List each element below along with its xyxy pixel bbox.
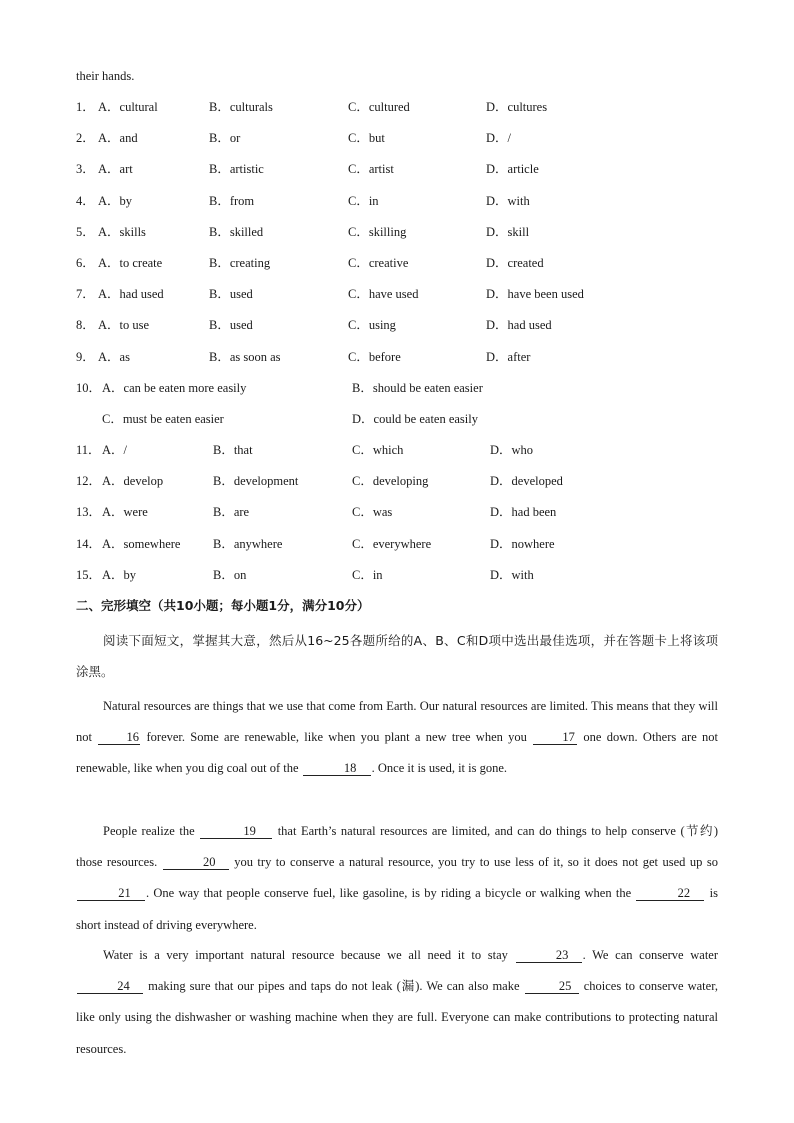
instructions: 阅读下面短文，掌握其大意，然后从16~25各题所给的A、B、C和D项中选出最佳选项，并在答题卡上将该项涂黑。 (76, 633, 718, 680)
question-number: 13． (76, 505, 102, 520)
option-d: D．after (486, 349, 531, 364)
question-number: 7． (76, 287, 95, 302)
option-d: D．developed (490, 474, 563, 489)
option-a: A．/ (102, 443, 128, 457)
option-b: B．on (213, 567, 247, 582)
option-d: D．/ (486, 131, 512, 146)
option-a: A．cultural (98, 100, 158, 114)
option-a: A．by (102, 567, 137, 582)
option-d: D．who (490, 443, 534, 457)
question-number: 9． (76, 349, 95, 364)
option-d: D．have been used (486, 287, 584, 302)
text-fragment: their hands. (76, 69, 135, 83)
option-b: B．skilled (209, 224, 264, 239)
blank-21[interactable]: 21 (77, 887, 145, 901)
option-d: D．had used (486, 318, 552, 333)
blank-17[interactable]: 17 (533, 731, 577, 745)
question-number: 11． (76, 443, 101, 457)
option-c: C．developing (352, 474, 429, 489)
question-number: 2． (76, 131, 95, 146)
option-a: A．to create (98, 256, 163, 270)
option-a: A．as (98, 349, 130, 364)
question-number: 4． (76, 193, 95, 208)
question-number: 10． (76, 381, 102, 395)
option-c: C．but (348, 131, 385, 146)
blank-23[interactable]: 23 (516, 949, 582, 963)
option-a: A．skills (98, 224, 146, 239)
question-number: 6． (76, 256, 95, 270)
option-b: B．are (213, 505, 250, 520)
blank-19[interactable]: 19 (200, 825, 272, 839)
option-d: D．with (486, 193, 530, 208)
option-a: A．had used (98, 287, 164, 302)
blank-16[interactable]: 16 (98, 731, 140, 745)
option-c: C．everywhere (352, 536, 432, 551)
option-c: C．was (352, 505, 393, 520)
option-d: D．could be eaten easily (352, 412, 478, 426)
passage-paragraph: People realize the 19 that Earth’s natural resources are limited, and can do things to help conserve (节约) those resources. 20 you try to conserve a natural resource, you try to use less of it, so it does not get used up so 21 . One way that people conserve fuel, like gasoline, is by riding a bicycle or walking when the 22 is short instead of driving everywhere. (76, 824, 719, 932)
option-d: D．with (490, 567, 534, 582)
option-b: B．development (213, 474, 299, 489)
option-b: B．creating (209, 256, 271, 270)
blank-22[interactable]: 22 (636, 887, 704, 901)
option-a: A．by (98, 193, 133, 208)
option-a: A．were (102, 505, 148, 520)
question-number: 5． (76, 224, 95, 239)
question-number: 1． (76, 100, 95, 114)
option-c: C．creative (348, 256, 409, 270)
option-b: B．should be eaten easier (352, 381, 483, 395)
option-c: C．which (352, 443, 404, 457)
question-number: 8． (76, 318, 95, 333)
option-a: A．can be eaten more easily (102, 381, 247, 395)
section-heading: 二、完形填空（共10小题；每小题1分，满分10分） (76, 598, 370, 613)
option-d: D．had been (490, 505, 557, 520)
blank-25[interactable]: 25 (525, 980, 579, 994)
option-b: B．from (209, 193, 255, 208)
option-c: C．in (348, 193, 379, 208)
option-c: C．must be eaten easier (102, 412, 224, 426)
blank-24[interactable]: 24 (77, 980, 143, 994)
option-b: B．or (209, 131, 241, 146)
option-c: C．using (348, 318, 396, 333)
option-a: A．somewhere (102, 536, 181, 551)
blank-20[interactable]: 20 (163, 856, 229, 870)
option-c: C．skilling (348, 224, 407, 239)
passage-paragraph: Natural resources are things that we use that come from Earth. Our natural resources are limited. This means that they will not 16 forever. Some are renewable, like when you plant a new tree when you 17 one down. Others are not renewable, like when you dig coal out of the 18 . Once it is used, it is gone. (76, 699, 718, 776)
option-b: B．used (209, 287, 253, 302)
option-d: D．skill (486, 224, 530, 239)
option-a: A．art (98, 162, 133, 177)
option-c: C．cultured (348, 100, 410, 114)
question-number: 12． (76, 474, 102, 489)
question-number: 14． (76, 536, 102, 551)
option-c: C．artist (348, 162, 394, 177)
option-b: B．anywhere (213, 536, 283, 551)
option-b: B．artistic (209, 162, 264, 177)
option-b: B．that (213, 443, 253, 457)
question-number: 3． (76, 162, 95, 177)
option-c: C．before (348, 349, 401, 364)
option-d: D．cultures (486, 100, 548, 114)
option-a: A．to use (98, 318, 150, 333)
option-b: B．culturals (209, 100, 273, 114)
blank-18[interactable]: 18 (303, 762, 371, 776)
option-a: A．and (98, 131, 138, 146)
option-c: C．in (352, 567, 383, 582)
option-b: B．used (209, 318, 253, 333)
passage-paragraph: Water is a very important natural resource because we all need it to stay 23 . We can conserve water 24 making sure that our pipes and taps do not leak (漏). We can also make 25 choices to conserve water, like only using the dishwasher or washing machine when they are full. Everyone can make contributions to protecting natural resources. (76, 948, 718, 1056)
option-c: C．have used (348, 287, 419, 302)
option-d: D．nowhere (490, 536, 555, 551)
option-d: D．created (486, 256, 544, 270)
option-b: B．as soon as (209, 349, 281, 364)
question-number: 15． (76, 567, 102, 582)
option-d: D．article (486, 162, 539, 177)
option-a: A．develop (102, 474, 164, 489)
